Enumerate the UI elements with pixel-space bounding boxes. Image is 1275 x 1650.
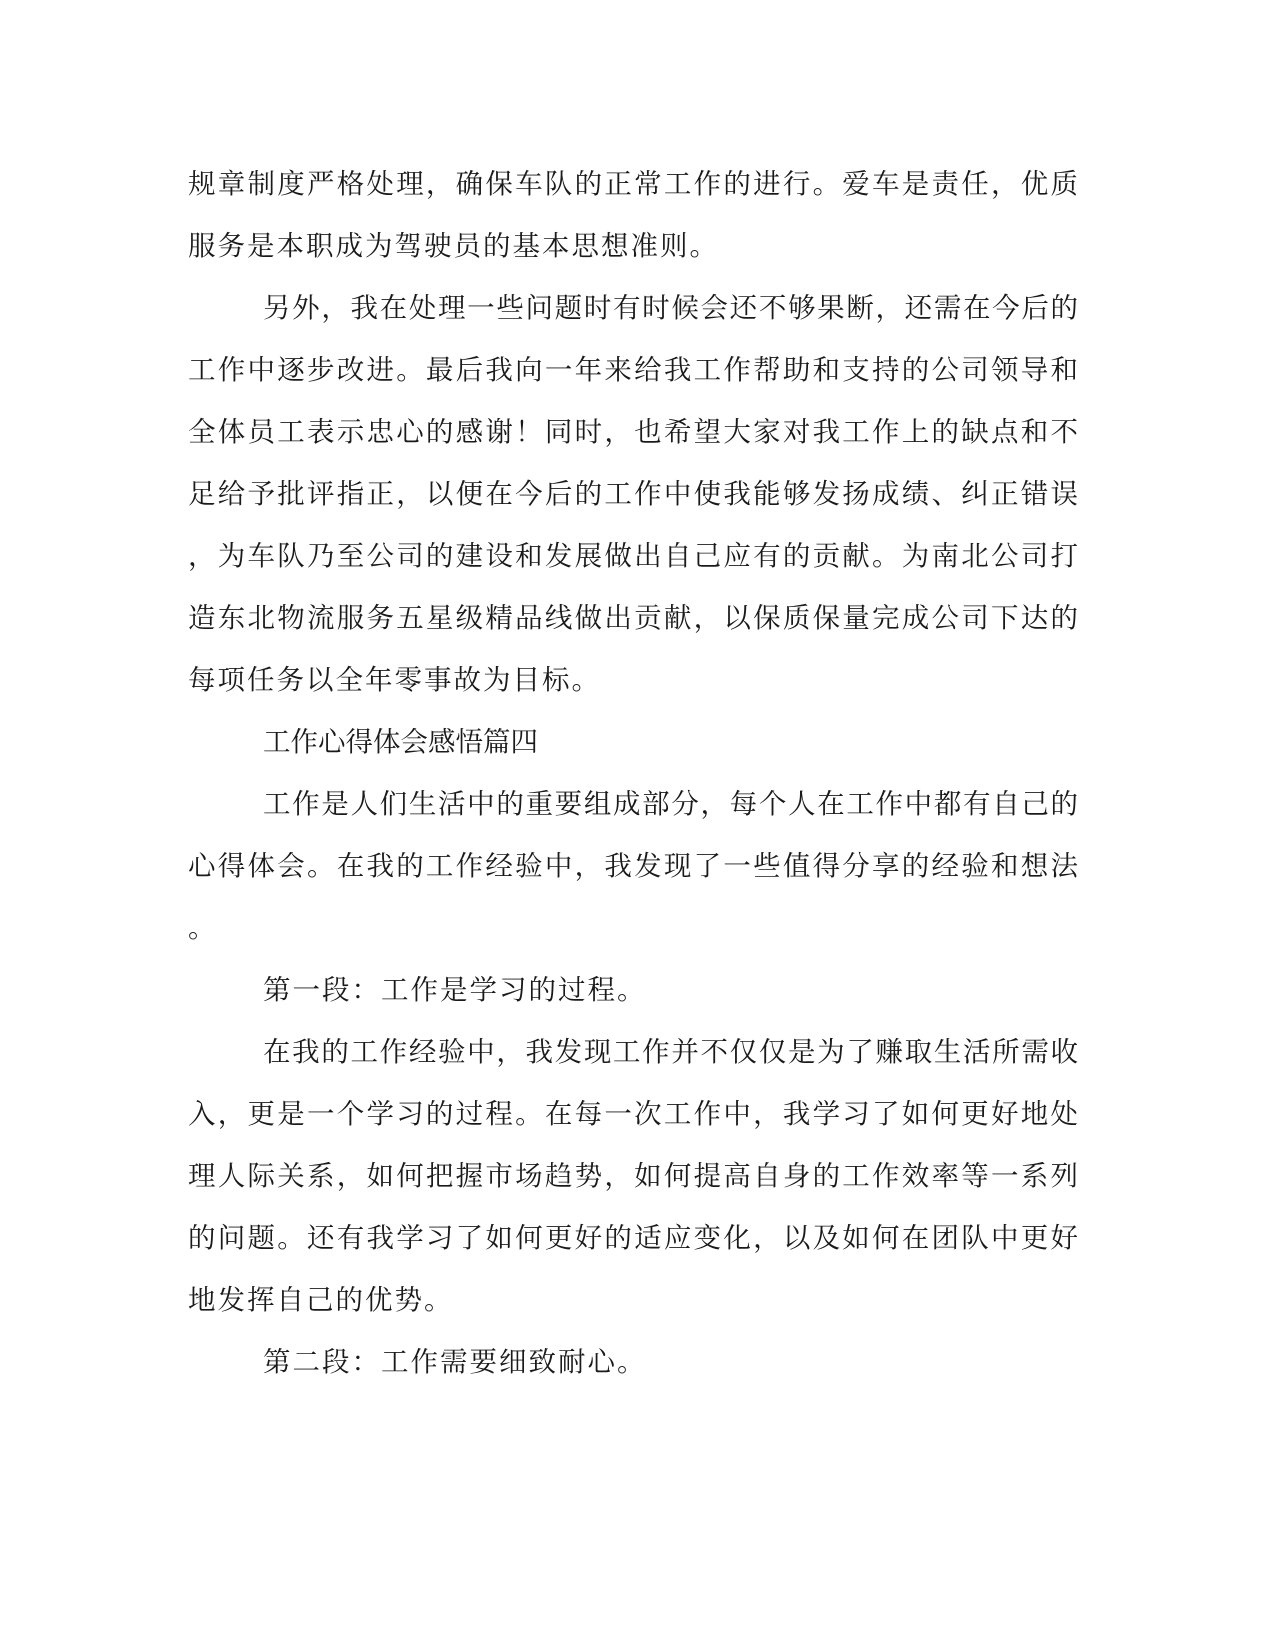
text-line: 工作中逐步改进。最后我向一年来给我工作帮助和支持的公司领导和: [188, 354, 1078, 386]
section-heading: 第二段：工作需要细致耐心。: [263, 1346, 647, 1378]
text-line: 服务是本职成为驾驶员的基本思想准则。: [188, 230, 719, 262]
text-line: 理人际关系，如何把握市场趋势，如何提高自身的工作效率等一系列: [188, 1160, 1078, 1192]
text-line: 的问题。还有我学习了如何更好的适应变化，以及如何在团队中更好: [188, 1222, 1078, 1254]
text-line: 。: [188, 912, 216, 944]
text-line: 全体员工表示忠心的感谢！同时，也希望大家对我工作上的缺点和不: [188, 416, 1078, 448]
text-line: 地发挥自己的优势。: [188, 1284, 454, 1316]
text-line: 规章制度严格处理，确保车队的正常工作的进行。爱车是责任，优质: [188, 168, 1078, 200]
section-heading: 第一段：工作是学习的过程。: [263, 974, 647, 1006]
text-line: ，为车队乃至公司的建设和发展做出自己应有的贡献。为南北公司打: [188, 540, 1078, 572]
text-line: 造东北物流服务五星级精品线做出贡献，以保质保量完成公司下达的: [188, 602, 1078, 634]
document-body: [188, 153, 1078, 1393]
text-line: 每项任务以全年零事故为目标。: [188, 664, 601, 696]
text-line: 心得体会。在我的工作经验中，我发现了一些值得分享的经验和想法: [188, 850, 1078, 882]
section-heading: 工作心得体会感悟篇四: [263, 726, 538, 758]
text-line: 在我的工作经验中，我发现工作并不仅仅是为了赚取生活所需收: [263, 1036, 1078, 1068]
text-line: 足给予批评指正，以便在今后的工作中使我能够发扬成绩、纠正错误: [188, 478, 1078, 510]
text-line: 另外，我在处理一些问题时有时候会还不够果断，还需在今后的: [263, 292, 1078, 324]
text-line: 入，更是一个学习的过程。在每一次工作中，我学习了如何更好地处: [188, 1098, 1078, 1130]
text-line: 工作是人们生活中的重要组成部分，每个人在工作中都有自己的: [263, 788, 1078, 820]
